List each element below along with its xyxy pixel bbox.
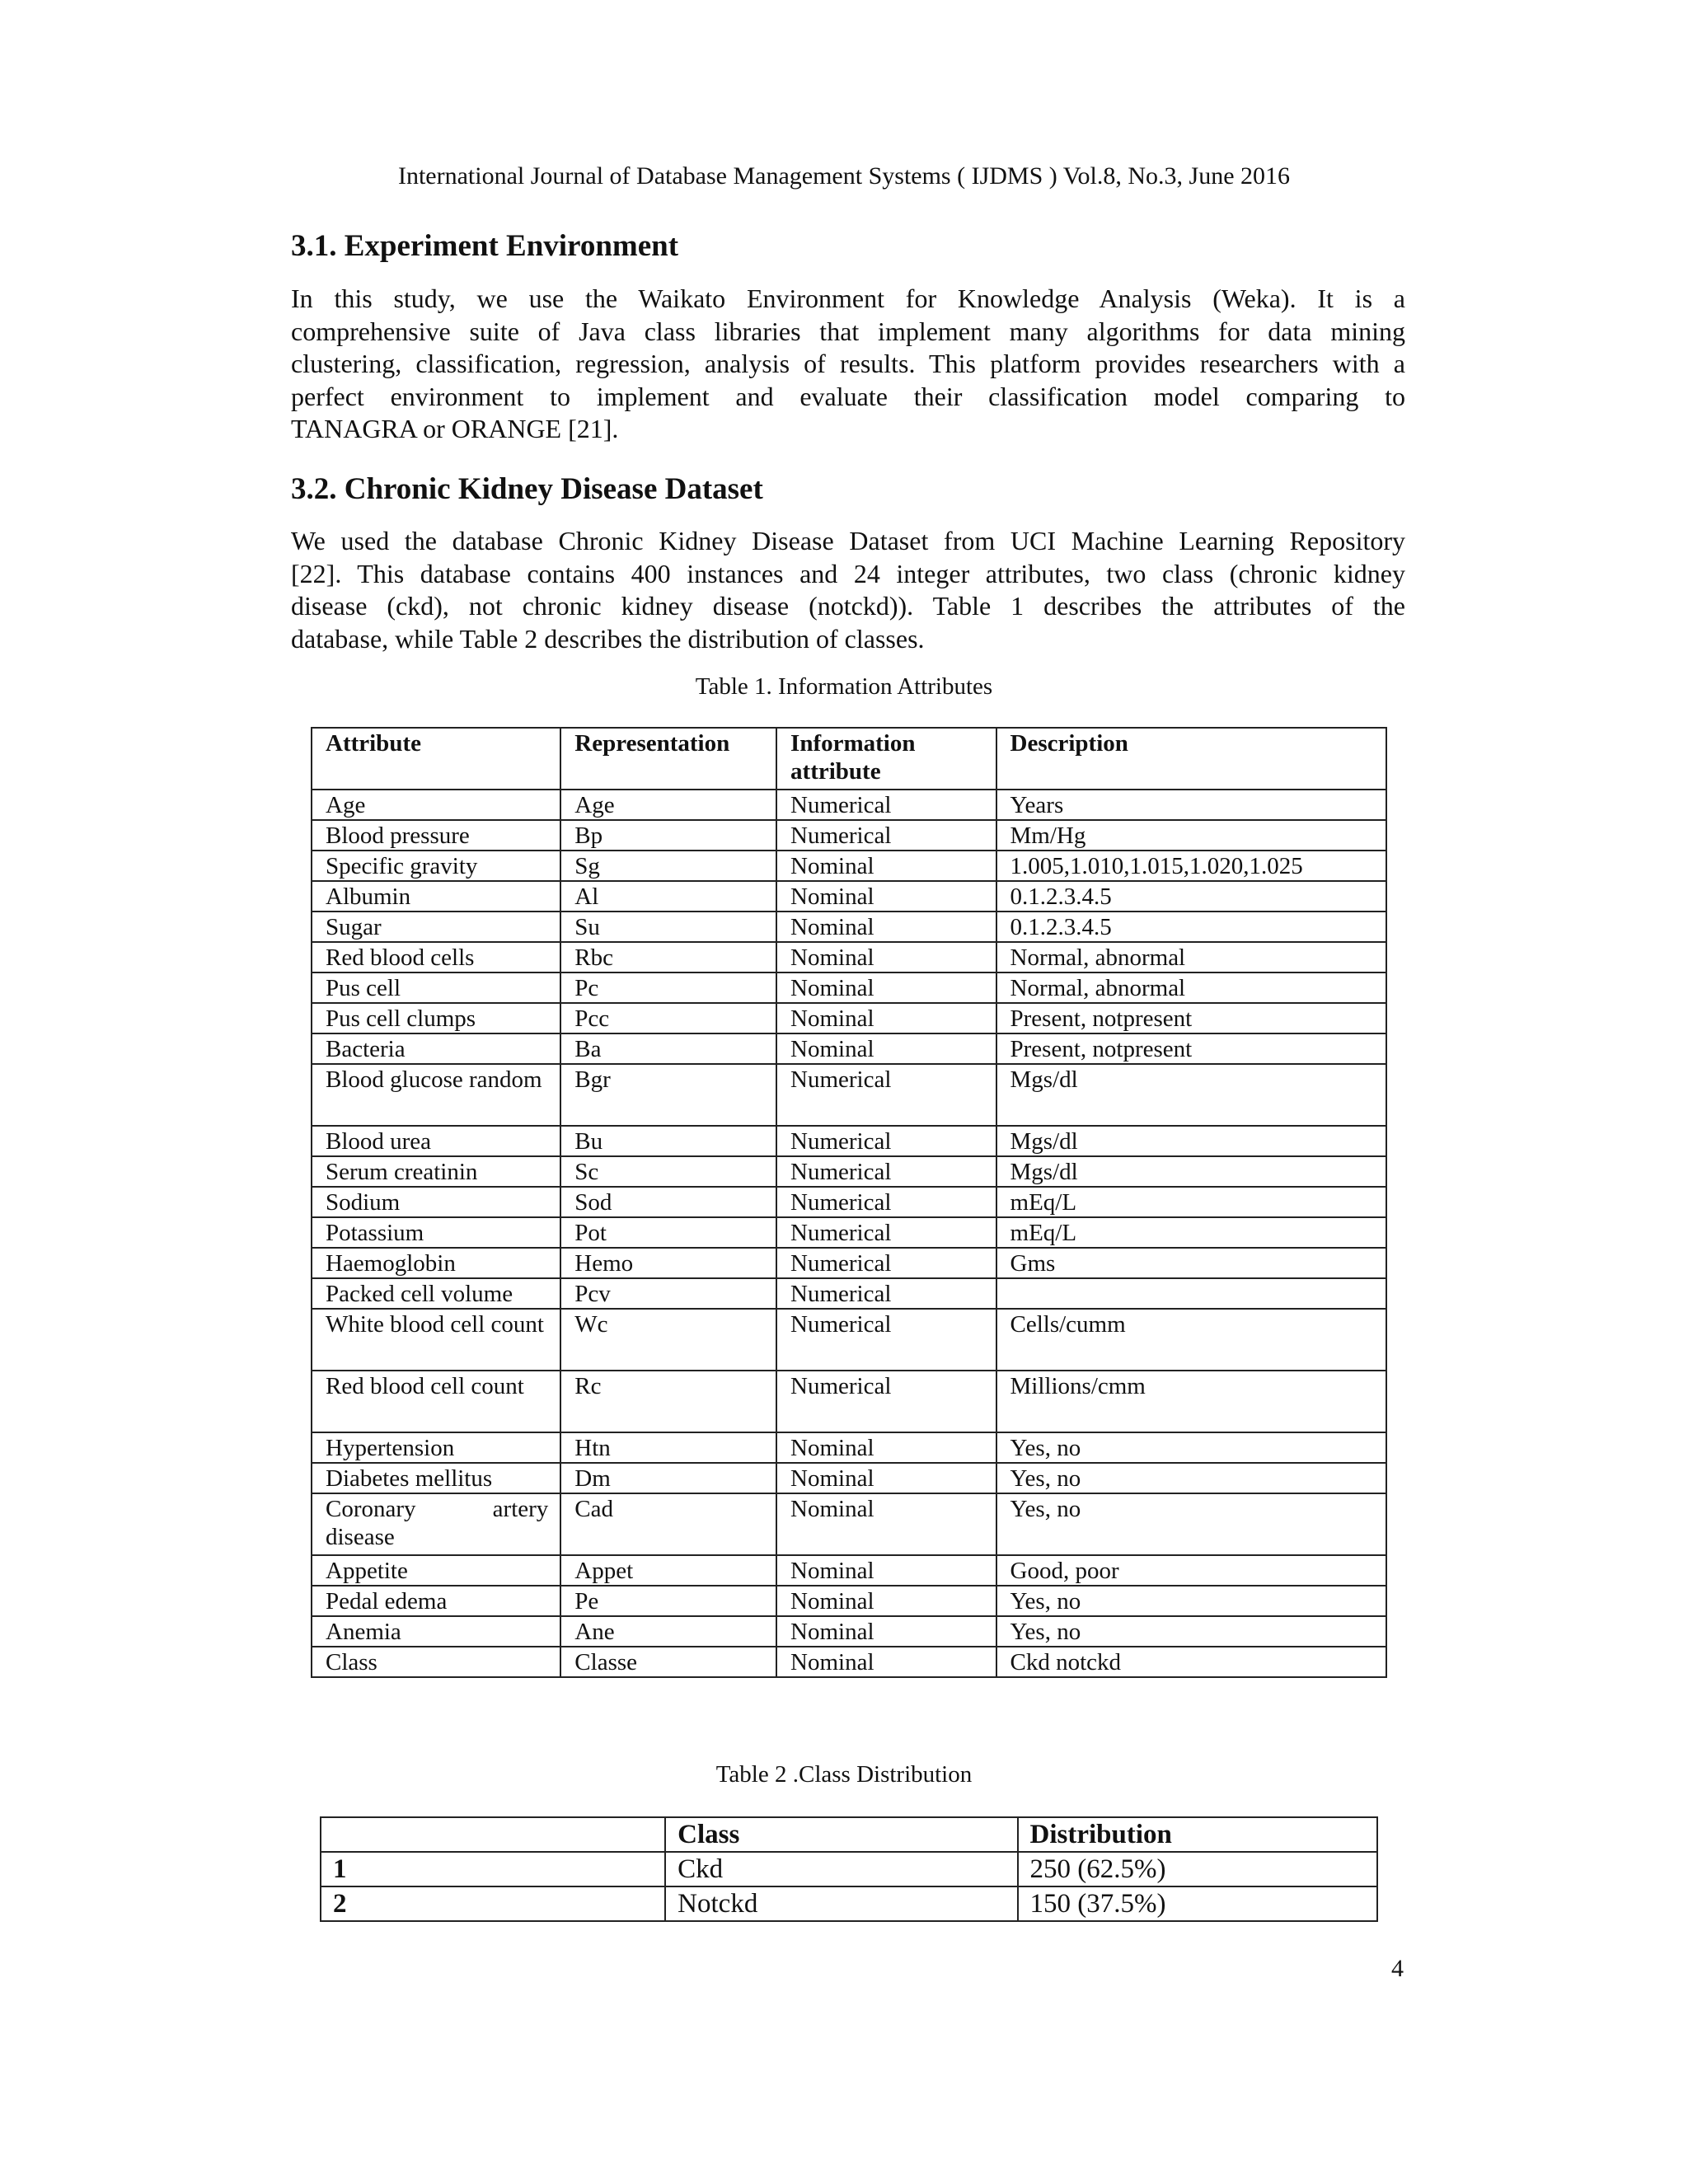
table-row bbox=[312, 790, 1386, 820]
table-row bbox=[312, 1647, 1386, 1677]
table-cell: Blood glucose random bbox=[312, 1064, 560, 1126]
paragraph-line: [22]. This database contains 400 instances and 24 integer attributes, two class (chronic kidney bbox=[291, 558, 1405, 588]
table-cell: Packed cell volume bbox=[312, 1278, 560, 1309]
table-row bbox=[312, 1187, 1386, 1217]
table-cell: 250 (62.5%) bbox=[1018, 1852, 1378, 1886]
table-row bbox=[312, 1278, 1386, 1309]
table-cell: Appetite bbox=[312, 1555, 560, 1586]
table-cell: Red blood cells bbox=[312, 942, 560, 972]
table-cell: Age bbox=[312, 790, 560, 820]
table-cell: Coronary artery disease bbox=[312, 1493, 560, 1555]
table-row bbox=[312, 912, 1386, 942]
column-header: Representation bbox=[560, 728, 776, 790]
table-header-row bbox=[321, 1817, 1377, 1852]
table-cell: Nominal bbox=[776, 881, 996, 912]
table-cell: Haemoglobin bbox=[312, 1248, 560, 1278]
table-cell: Yes, no bbox=[996, 1463, 1386, 1493]
paragraph-line: In this study, we use the Waikato Environment for Knowledge Analysis (Weka). It is a bbox=[291, 284, 1405, 313]
table-cell: Mgs/dl bbox=[996, 1064, 1386, 1126]
table-row bbox=[312, 1248, 1386, 1278]
table-cell: Numerical bbox=[776, 790, 996, 820]
class-distribution-table bbox=[320, 1816, 1378, 1922]
table-cell: Pe bbox=[560, 1586, 776, 1616]
table-cell: Al bbox=[560, 881, 776, 912]
table-cell: Bgr bbox=[560, 1064, 776, 1126]
table-cell: Nominal bbox=[776, 1033, 996, 1064]
table-cell: 1 bbox=[321, 1852, 665, 1886]
table-row bbox=[312, 820, 1386, 851]
table-row bbox=[312, 1616, 1386, 1647]
table-cell: Sodium bbox=[312, 1187, 560, 1217]
table-cell: Nominal bbox=[776, 1647, 996, 1677]
table-cell: Mgs/dl bbox=[996, 1126, 1386, 1156]
paragraph-line: We used the database Chronic Kidney Disease Dataset from UCI Machine Learning Repository bbox=[291, 526, 1405, 555]
table-row bbox=[312, 1064, 1386, 1126]
table-cell: Red blood cell count bbox=[312, 1371, 560, 1432]
table-cell: Nominal bbox=[776, 942, 996, 972]
table-cell: Ba bbox=[560, 1033, 776, 1064]
paragraph-line: TANAGRA or ORANGE [21]. bbox=[291, 414, 619, 443]
table-cell: White blood cell count bbox=[312, 1309, 560, 1371]
table-cell: Nominal bbox=[776, 1463, 996, 1493]
table-cell: mEq/L bbox=[996, 1187, 1386, 1217]
table-row bbox=[312, 1309, 1386, 1371]
information-attributes-table bbox=[311, 727, 1387, 1678]
table-row bbox=[321, 1886, 1377, 1921]
table-row bbox=[321, 1852, 1377, 1886]
table-cell: Good, poor bbox=[996, 1555, 1386, 1586]
table-cell: Nominal bbox=[776, 1003, 996, 1033]
table-cell: Pcc bbox=[560, 1003, 776, 1033]
table-cell: Ckd notckd bbox=[996, 1647, 1386, 1677]
table-row bbox=[312, 1217, 1386, 1248]
table-cell: Nominal bbox=[776, 1432, 996, 1463]
table-cell: Numerical bbox=[776, 1248, 996, 1278]
table-cell: Pot bbox=[560, 1217, 776, 1248]
table-body bbox=[312, 790, 1386, 1677]
column-header: Attribute bbox=[312, 728, 560, 790]
table-cell: Anemia bbox=[312, 1616, 560, 1647]
table-cell: Wc bbox=[560, 1309, 776, 1371]
table-cell: Numerical bbox=[776, 1309, 996, 1371]
table-cell: Hemo bbox=[560, 1248, 776, 1278]
table-cell: Serum creatinin bbox=[312, 1156, 560, 1187]
table-row bbox=[312, 1586, 1386, 1616]
table-cell: Su bbox=[560, 912, 776, 942]
table-cell: Ane bbox=[560, 1616, 776, 1647]
table-cell: Rbc bbox=[560, 942, 776, 972]
table2-caption: Table 2 .Class Distribution bbox=[715, 1761, 973, 1788]
table-cell: Rc bbox=[560, 1371, 776, 1432]
table-cell: Pus cell bbox=[312, 972, 560, 1003]
table-cell: Sugar bbox=[312, 912, 560, 942]
table-cell: Potassium bbox=[312, 1217, 560, 1248]
table-cell: Numerical bbox=[776, 1156, 996, 1187]
column-header: Class bbox=[665, 1817, 1017, 1852]
table-cell: Nominal bbox=[776, 1586, 996, 1616]
table-cell: Mm/Hg bbox=[996, 820, 1386, 851]
table-row bbox=[312, 1033, 1386, 1064]
table-cell: Numerical bbox=[776, 1064, 996, 1126]
table-cell: Numerical bbox=[776, 1217, 996, 1248]
running-header: International Journal of Database Management Systems ( IJDMS ) Vol.8, No.3, June 2016 bbox=[397, 162, 1291, 190]
table-cell: Normal, abnormal bbox=[996, 972, 1386, 1003]
table-row bbox=[312, 942, 1386, 972]
table1-caption: Table 1. Information Attributes bbox=[695, 673, 993, 700]
table-cell: Htn bbox=[560, 1432, 776, 1463]
table-cell: 1.005,1.010,1.015,1.020,1.025 bbox=[996, 851, 1386, 881]
paragraph-line: perfect environment to implement and evaluate their classification model comparing to bbox=[291, 381, 1405, 411]
table-cell: Yes, no bbox=[996, 1493, 1386, 1555]
table-row bbox=[312, 1126, 1386, 1156]
table-cell: Sg bbox=[560, 851, 776, 881]
table-cell: Numerical bbox=[776, 820, 996, 851]
table-cell bbox=[996, 1278, 1386, 1309]
table-cell: Nominal bbox=[776, 912, 996, 942]
table-cell: Cells/cumm bbox=[996, 1309, 1386, 1371]
table-cell: 0.1.2.3.4.5 bbox=[996, 881, 1386, 912]
table-cell: Pus cell clumps bbox=[312, 1003, 560, 1033]
table-cell: Nominal bbox=[776, 1616, 996, 1647]
table-cell: Mgs/dl bbox=[996, 1156, 1386, 1187]
paragraph-line: clustering, classification, regression, analysis of results. This platform provides researchers with a bbox=[291, 349, 1405, 378]
table-cell: Diabetes mellitus bbox=[312, 1463, 560, 1493]
table-row bbox=[312, 1003, 1386, 1033]
table-cell: Sod bbox=[560, 1187, 776, 1217]
table-cell: Nominal bbox=[776, 1555, 996, 1586]
column-header: Description bbox=[996, 728, 1386, 790]
table-cell: Bacteria bbox=[312, 1033, 560, 1064]
table-cell: mEq/L bbox=[996, 1217, 1386, 1248]
table-cell: Blood pressure bbox=[312, 820, 560, 851]
paragraph-line: comprehensive suite of Java class libraries that implement many algorithms for data mining bbox=[291, 316, 1405, 346]
table-cell: Ckd bbox=[665, 1852, 1017, 1886]
table-cell: Gms bbox=[996, 1248, 1386, 1278]
table-cell: Nominal bbox=[776, 972, 996, 1003]
table-cell: Present, notpresent bbox=[996, 1003, 1386, 1033]
table-cell: Class bbox=[312, 1647, 560, 1677]
table-cell: Yes, no bbox=[996, 1586, 1386, 1616]
table-cell: Sc bbox=[560, 1156, 776, 1187]
page-number: 4 bbox=[1391, 1955, 1404, 1982]
table-body bbox=[321, 1852, 1377, 1921]
table-cell: Hypertension bbox=[312, 1432, 560, 1463]
paragraph-line: database, while Table 2 describes the distribution of classes. bbox=[291, 623, 925, 654]
table-cell: Bu bbox=[560, 1126, 776, 1156]
table-header-row bbox=[312, 728, 1386, 790]
table-row bbox=[312, 1493, 1386, 1555]
table-cell: Pedal edema bbox=[312, 1586, 560, 1616]
table-cell: Numerical bbox=[776, 1278, 996, 1309]
table-cell: Appet bbox=[560, 1555, 776, 1586]
table-cell: Yes, no bbox=[996, 1616, 1386, 1647]
table-cell: Nominal bbox=[776, 1493, 996, 1555]
table-row bbox=[312, 1156, 1386, 1187]
table-row bbox=[312, 972, 1386, 1003]
table-cell: Cad bbox=[560, 1493, 776, 1555]
table-row bbox=[312, 1555, 1386, 1586]
column-header: Distribution bbox=[1018, 1817, 1378, 1852]
table-cell: 2 bbox=[321, 1886, 665, 1921]
column-header: Information attribute bbox=[776, 728, 996, 790]
table-cell: Normal, abnormal bbox=[996, 942, 1386, 972]
table-cell: 150 (37.5%) bbox=[1018, 1886, 1378, 1921]
paragraph-ckd-dataset bbox=[291, 525, 1405, 655]
table-cell: Numerical bbox=[776, 1371, 996, 1432]
table-cell: Numerical bbox=[776, 1187, 996, 1217]
table-row bbox=[312, 1371, 1386, 1432]
table-cell: 0.1.2.3.4.5 bbox=[996, 912, 1386, 942]
table-row bbox=[312, 1432, 1386, 1463]
paragraph-line: disease (ckd), not chronic kidney disease (notckd)). Table 1 describes the attributes of the bbox=[291, 591, 1405, 621]
table-cell: Blood urea bbox=[312, 1126, 560, 1156]
table-cell: Dm bbox=[560, 1463, 776, 1493]
table-cell: Bp bbox=[560, 820, 776, 851]
table-cell: Yes, no bbox=[996, 1432, 1386, 1463]
table-row bbox=[312, 1463, 1386, 1493]
table-row bbox=[312, 881, 1386, 912]
table-cell: Specific gravity bbox=[312, 851, 560, 881]
paragraph-experiment-environment bbox=[291, 283, 1405, 446]
table-cell: Notckd bbox=[665, 1886, 1017, 1921]
table-row bbox=[312, 851, 1386, 881]
table-cell: Albumin bbox=[312, 881, 560, 912]
table-cell: Pc bbox=[560, 972, 776, 1003]
table-cell: Years bbox=[996, 790, 1386, 820]
table-cell: Pcv bbox=[560, 1278, 776, 1309]
section-heading-experiment-environment: 3.1. Experiment Environment bbox=[291, 229, 679, 263]
table-cell: Classe bbox=[560, 1647, 776, 1677]
table-cell: Present, notpresent bbox=[996, 1033, 1386, 1064]
section-heading-ckd-dataset: 3.2. Chronic Kidney Disease Dataset bbox=[291, 472, 763, 506]
column-header bbox=[321, 1817, 665, 1852]
table-cell: Numerical bbox=[776, 1126, 996, 1156]
table-cell: Nominal bbox=[776, 851, 996, 881]
table-cell: Age bbox=[560, 790, 776, 820]
table-cell: Millions/cmm bbox=[996, 1371, 1386, 1432]
